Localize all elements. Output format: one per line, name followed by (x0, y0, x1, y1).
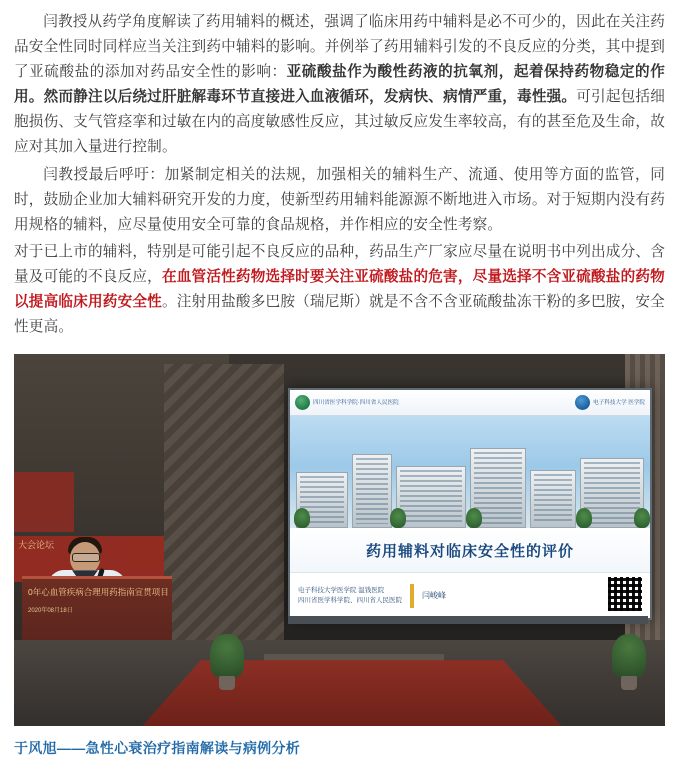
paragraph-3-run-1: 对于已上市的辅料，特别是可能引起不良反应的品种，药品生产厂家应尽量在说明书中列出成分、含量及可能的不良反应， (14, 243, 665, 285)
caption-separator: —— (56, 740, 86, 757)
conference-photo (14, 354, 665, 726)
slide-footer-org-line1: 电子科技大学医学院 温钱医院 (298, 586, 385, 594)
paragraph-3-run-2-highlight: 在血管活性药物选择时要关注亚硫酸盐的危害，尽量选择不含亚硫酸盐的药物以提高临床用药安全性 (14, 268, 665, 311)
photo-caption (14, 738, 665, 758)
presentation-screen (288, 388, 652, 620)
paragraph-1 (14, 10, 665, 161)
slide-building-5 (530, 470, 576, 528)
slide-tree-2 (390, 508, 406, 528)
slide-building-2 (352, 454, 392, 528)
slide-tree-4 (576, 508, 592, 528)
photo-plant-1 (210, 634, 244, 678)
photo-red-carpet (142, 660, 562, 726)
hospital-logo-icon (295, 395, 310, 410)
slide-speaker-name: 闫峻峰 (422, 591, 446, 601)
podium-line-2: 2020年08月18日 (28, 607, 73, 614)
slide-title-bar (290, 528, 650, 572)
slide-footer (290, 572, 650, 618)
photo-plant-2 (612, 634, 646, 678)
slide-title: 药用辅料对临床安全性的评价 (365, 542, 574, 560)
university-logo-icon (575, 395, 590, 410)
slide-building-3 (396, 466, 466, 528)
slide-tree-5 (634, 508, 650, 528)
paragraph-3 (14, 240, 665, 340)
podium-line-1: 0年心血管疾病合理用药指南宣贯项目 (28, 587, 169, 598)
photo-wall-banner-block (14, 472, 74, 532)
slide-footer-org-line2: 四川省医学科学院、四川省人民医院 (298, 596, 402, 604)
paragraph-1-run-2-bold: 亚硫酸盐作为酸性药液的抗氧剂，起着保持药物稳定的作用。然而静注以后绕过肝脏解毒环节直接进入血液循环，发病快、病情严重，毒性强。 (14, 64, 665, 106)
slide-footer-org (298, 586, 402, 606)
paragraph-1-run-3: 可引起包括细胞损伤、支气管痉挛和过敏在内的高度敏感性反应，其过敏反应发生率较高，有的甚至危及生命，故应对其加入量进行控制。 (14, 89, 666, 156)
screen-stand (288, 616, 648, 624)
paragraph-3-run-3: 。注射用盐酸多巴胺（瑞尼斯）就是不含不含亚硫酸盐冻干粉的多巴胺，安全性更高。 (14, 294, 665, 336)
slide-logo-right-text: 电子科技大学 医学院 (593, 399, 645, 406)
caption-speaker: 于风旭 (14, 740, 57, 757)
slide-logo-left (295, 395, 399, 410)
article-body (14, 10, 665, 340)
slide-tree-3 (466, 508, 482, 528)
glasses-icon (72, 553, 100, 562)
slide-logo-left-text: 四川省医学科学院·四川省人民医院 (313, 399, 399, 406)
photo-wall-banner-text: 大会论坛 (18, 540, 55, 551)
slide-footer-divider (410, 584, 414, 608)
paragraph-2 (14, 163, 665, 238)
caption-title: 急性心衰治疗指南解读与病例分析 (85, 740, 301, 757)
slide-tree-1 (294, 508, 310, 528)
paragraph-2-run-1: 闫教授最后呼吁：加紧制定相关的法规，加强相关的辅料生产、流通、使用等方面的监管，同时，鼓励企业加大辅料研究开发的力度，使新型药用辅料能源源不断地进入市场。对于短期内没有药用规格的辅料，应尽量使用安全可靠的食品规格，并作相应的安全性考察。 (14, 166, 665, 233)
qr-code-icon (606, 575, 644, 613)
slide-logo-right (575, 395, 645, 410)
paragraph-1-run-1: 闫教授从药学角度解读了药用辅料的概述，强调了临床用药中辅料是必不可少的，因此在关注药品安全性同时同样应当关注到药中辅料的影响。并例举了药用辅料引发的不良反应的分类，其中提到了亚硫酸盐的添加对药品安全性的影响： (14, 14, 665, 81)
slide-topbar (290, 390, 650, 416)
slide-header-image (290, 416, 650, 528)
